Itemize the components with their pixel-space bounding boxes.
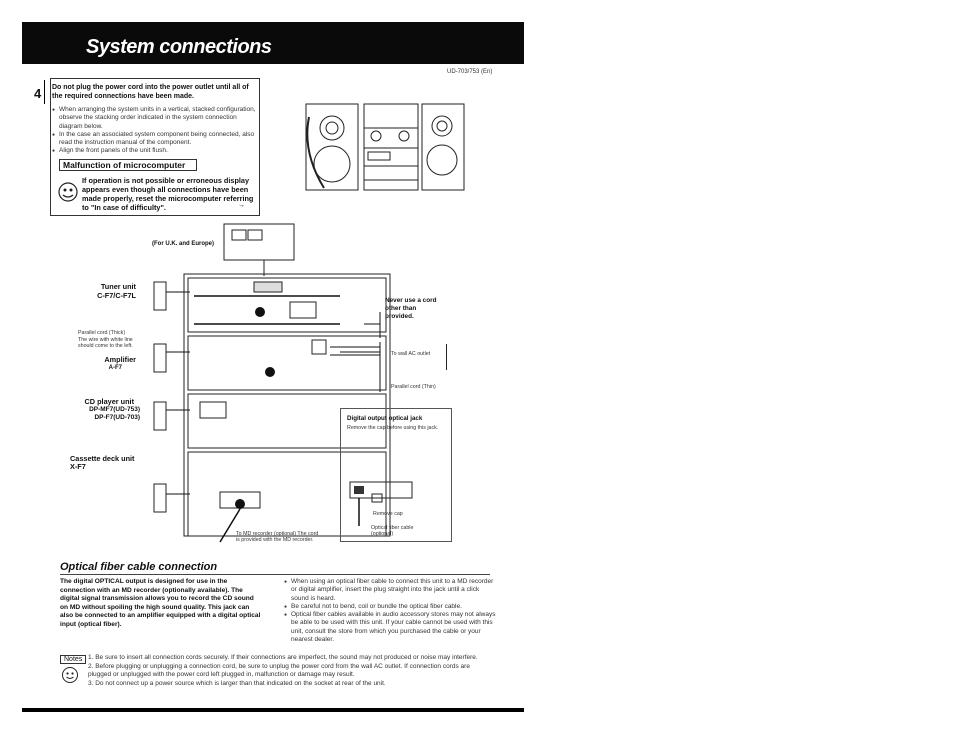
white-line-note: The wire with white line should come to the left. — [78, 337, 133, 349]
malfunction-ref: → — [238, 202, 245, 209]
unit-tuner-name: Tuner unit — [100, 282, 136, 291]
optical-section-left-text: The digital OPTICAL output is designed for use in the connection with an MD recorder (optionally available). The digital signal transmission allows you to record the CD sound on MD without spoiling the high sound quality. This jack can also be connected to an amplifier equipped with a digital optical input (optical fiber). — [60, 578, 261, 628]
warning-bullet: ● When arranging the system units in a vertical, stacked configuration, observe the stacking order indicated in the system connection diagram below. — [59, 106, 259, 131]
model-code: UD-703/753 (En) — [447, 69, 493, 75]
bottom-rule — [22, 708, 524, 712]
warning-bullets — [52, 106, 259, 156]
page-title: System connections — [86, 36, 272, 58]
remove-cap-label: Remove cap — [373, 511, 403, 517]
region-label: (For U.K. and Europe) — [152, 241, 214, 247]
note-item: 1. Be sure to insert all connection cords securely. If their connections are imperfect, the sound may not produced or noise may interfere. — [88, 654, 478, 661]
wall-outlet-label: To wall AC outlet — [391, 351, 431, 357]
parallel-cord-thin-label: Parallel cord (Thin) — [391, 384, 436, 390]
optical-bullet: ● Be careful not to bend, coil or bundle the optical fiber cable. — [291, 603, 497, 611]
md-recorder-note: To MD recorder (optional) The cord is provided with the MD recorder. — [236, 531, 319, 543]
unit-cd-model: DP-MF7(UD-753) DP-F7(UD-703) — [89, 406, 140, 421]
optical-jack-title: Digital output optical jack — [347, 415, 423, 422]
malfunction-text: If operation is not possible or erroneous display appears even though all connections have been made properly, reset the microcomputer referring to "In case of difficulty". — [82, 176, 254, 212]
warning-bullet: ● In the case an associated system component being connected, also read the instruction manual of the component. — [59, 131, 259, 148]
warning-bullet: ● Align the front panels of the unit flush. — [59, 147, 259, 155]
unit-cassette-model: X-F7 — [70, 462, 86, 471]
optical-section-bullets — [284, 578, 497, 644]
parallel-cord-thick-label: Parallel cord (Thick) — [78, 330, 126, 336]
microcomputer-icon — [56, 180, 80, 204]
optical-jack-text: Remove the cap before using this jack. — [347, 425, 439, 431]
warning-heading: Do not plug the power cord into the power outlet until all of the required connections have been made. — [52, 84, 249, 100]
unit-cassette-name: Cassette deck unit — [70, 454, 135, 463]
notes-badge: Notes — [60, 655, 86, 664]
unit-amplifier-model: A-F7 — [108, 365, 122, 371]
note-item: 3. Do not connect up a power source which is larger than that indicated on the socket at rear of the unit. — [88, 680, 386, 688]
page-marker: 4 — [34, 86, 42, 101]
optical-jack-illustration — [348, 478, 438, 528]
notes-face-icon — [61, 666, 79, 684]
optical-section-rule — [60, 574, 490, 575]
notes-list — [88, 654, 494, 689]
optical-cable-label: Optical fiber cable (optional) — [371, 525, 414, 537]
note-item: 2. Before plugging or unplugging a connection cord, be sure to unplug the power cord from the wall AC outlet. If connection cords are plugged or unplugged with the power cord left plugged in, malfunction or damage may result. — [88, 662, 470, 679]
stereo-system-illustration — [304, 102, 466, 192]
malfunction-title: Malfunction of microcomputer — [59, 159, 197, 171]
wall-outlet-box — [378, 344, 447, 370]
page-marker-line — [44, 80, 45, 104]
optical-bullet: ● Optical fiber cables available in audio accessory stores may not always be able to be used with this unit. If your cable cannot be used with this unit, consult the store from which you purchased the cable or your nearest dealer. — [291, 611, 497, 644]
unit-cd-name: CD player unit — [84, 397, 134, 406]
optical-bullet: ● When using an optical fiber cable to connect this unit to a MD recorder or digital amplifier, insert the plug straight into the jack until a click sound is heard. — [291, 578, 497, 603]
optical-section-title: Optical fiber cable connection — [60, 561, 218, 573]
never-use-note: Never use a cord other than provided. — [385, 297, 437, 320]
unit-amplifier-name: Amplifier — [104, 355, 136, 364]
unit-tuner-model: C-F7/C-F7L — [97, 291, 136, 300]
